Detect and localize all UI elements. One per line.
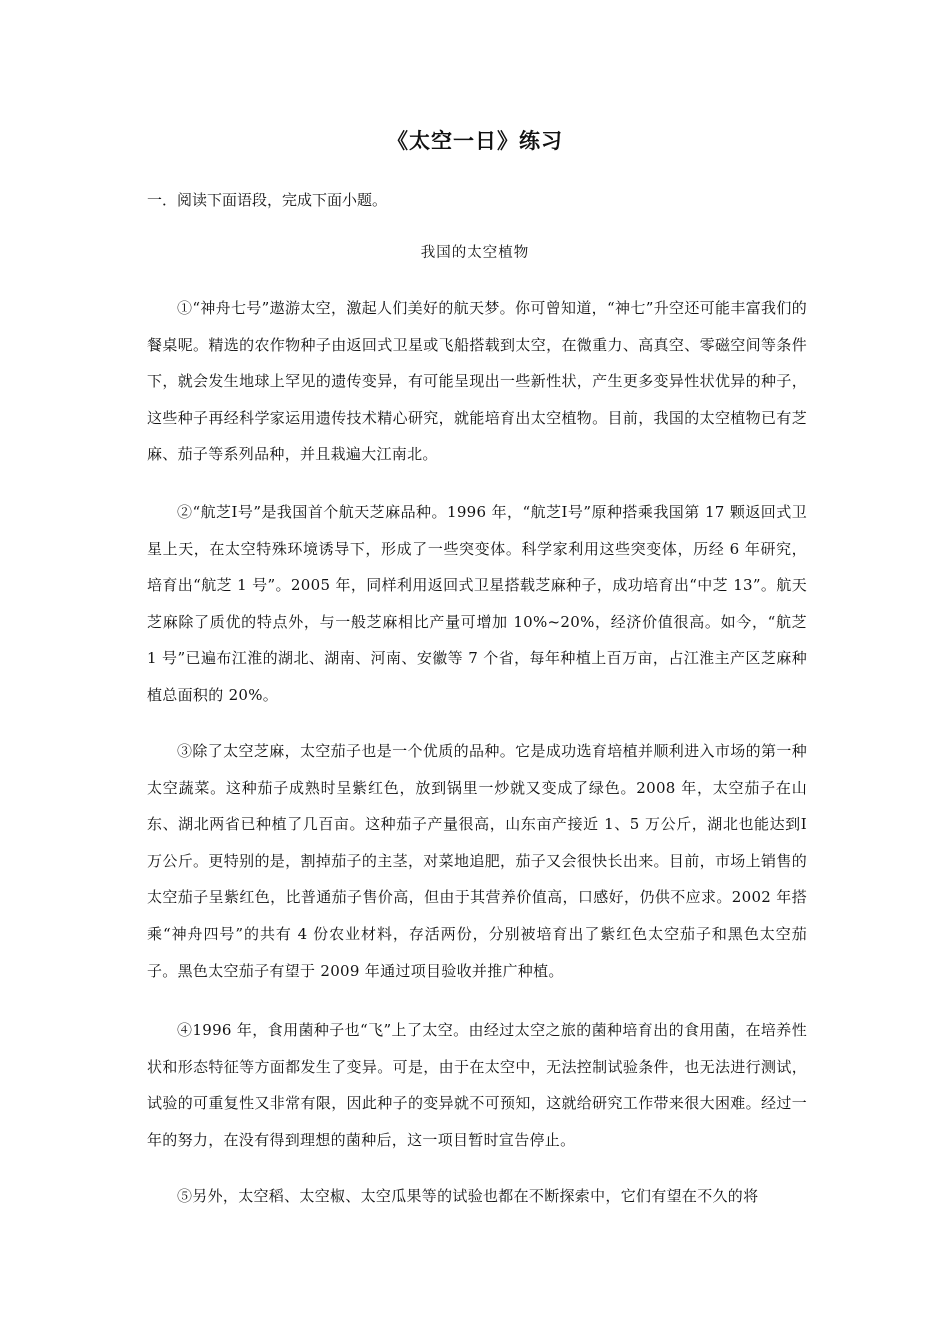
document-title: 《太空一日》练习 — [387, 128, 563, 153]
paragraph-3: ③除了太空芝麻，太空茄子也是一个优质的品种。它是成功选育培植并顺利进入市场的第一种太空蔬菜。这种茄子成熟时呈紫红色，放到锅里一炒就又变成了绿色。2008 年，太空茄子在山东、湖北两省已种植了几百亩。这种茄子产量很高，山东亩产接近 1、5 万公斤，湖北也能达到Ⅰ万公斤。更特别的是，割掉茄子的主茎，对菜地追肥，茄子又会很快长出来。目前，市场上销售的太空茄子呈紫红色，比普通茄子售价高，但由于其营养价值高，口感好，仍供不应求。2002 年搭乘“神舟四号”的共有 4 份农业材料，存活两份，分别被培育出了紫红色太空茄子和黑色太空茄子。黑色太空茄子有望于 2009 年通过项目验收并推广种植。 — [147, 742, 807, 980]
paragraph-2: ②“航芝Ⅰ号”是我国首个航天芝麻品种。1996 年，“航芝Ⅰ号”原种搭乘我国第 17 颗返回式卫星上天，在太空特殊环境诱导下，形成了一些突变体。科学家利用这些突变体，历经 6 年研究，培育出“航芝 1 号”。2005 年，同样利用返回式卫星搭载芝麻种子，成功培育出“中芝 13”。航天芝麻除了质优的特点外，与一般芝麻相比产量可增加 10%~20%，经济价值很高。如今，“航芝 1 号”已遍布江淮的湖北、湖南、河南、安徽等 7 个省，每年种植上百万亩，占江淮主产区芝麻种植总面积的 20%。 — [147, 503, 807, 704]
question-heading: 一．阅读下面语段，完成下面小题。 — [147, 191, 388, 209]
passage-title: 我国的太空植物 — [420, 245, 530, 261]
paragraph-5: ⑤另外，太空稻、太空椒、太空瓜果等的试验也都在不断探索中，它们有望在不久的将 — [177, 1187, 759, 1205]
paragraph-4: ④1996 年，食用菌种子也“飞”上了太空。由经过太空之旅的菌种培育出的食用菌，在培养性状和形态特征等方面都发生了变异。可是，由于在太空中，无法控制试验条件，也无法进行测试，试验的可重复性又非常有限，因此种子的变异就不可预知，这就给研究工作带来很大困难。经过一年的努力，在没有得到理想的菌种后，这一项目暂时宣告停止。 — [147, 1021, 807, 1149]
paragraph-1: ①“神舟七号”遨游太空，激起人们美好的航天梦。你可曾知道，“神七”升空还可能丰富我们的餐桌呢。精选的农作物种子由返回式卫星或飞船搭载到太空，在微重力、高真空、零磁空间等条件下，就会发生地球上罕见的遗传变异，有可能呈现出一些新性状，产生更多变异性状优异的种子，这些种子再经科学家运用遗传技术精心研究，就能培育出太空植物。目前，我国的太空植物已有芝麻、茄子等系列品种，并且栽遍大江南北。 — [147, 299, 807, 464]
